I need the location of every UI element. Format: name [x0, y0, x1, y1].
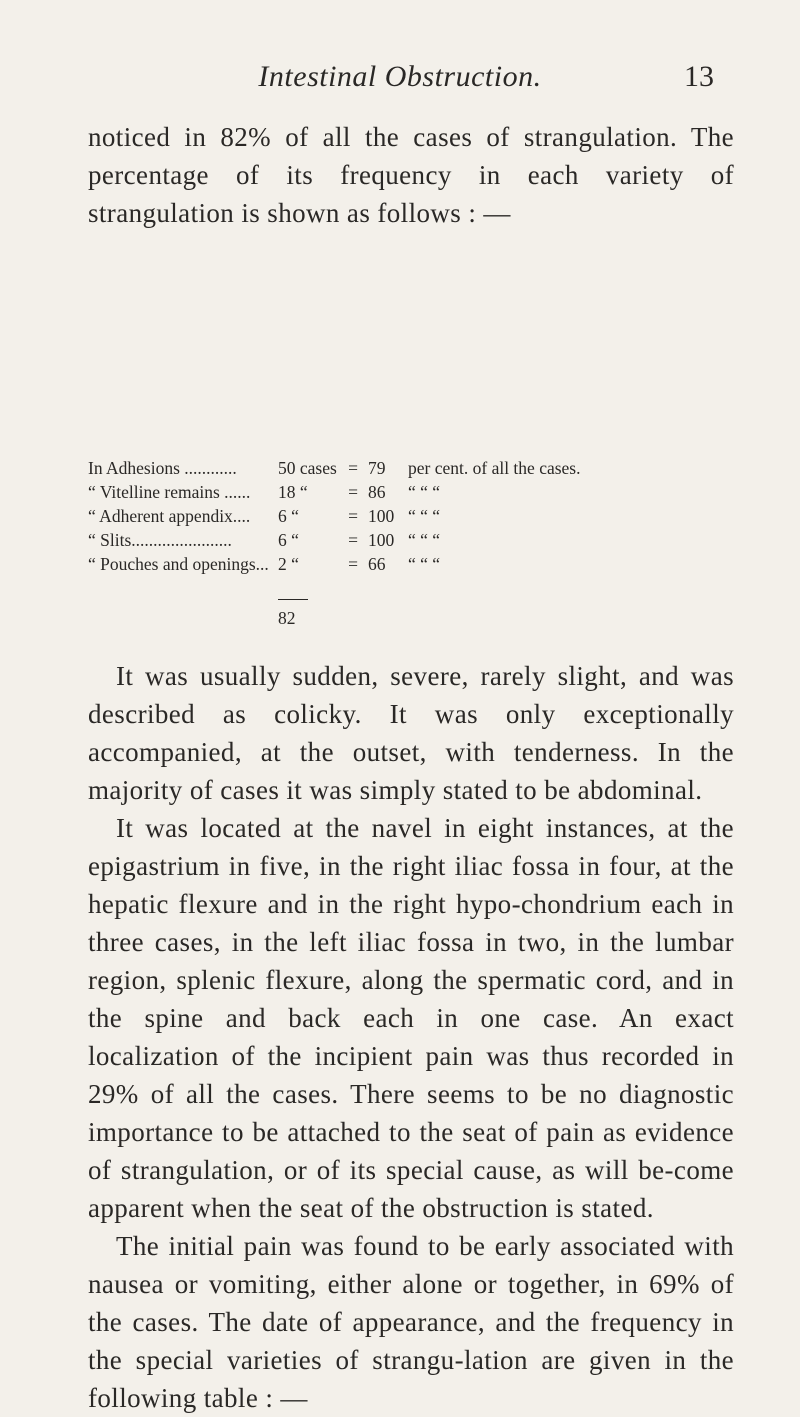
row-equals: = — [348, 482, 358, 502]
row-tail: “ “ “ — [408, 506, 441, 526]
row-percent: 100 — [368, 506, 395, 526]
intro-paragraph-block — [88, 118, 734, 232]
total-rule — [278, 599, 308, 600]
paragraph-pain-location: It was located at the navel in eight instances, at the epigastrium in five, in the right iliac fossa in four, at the hepatic flexure and in the right hypo-chondrium each in three cases, in the left iliac fossa in two, in the lumbar region, splenic flexure, along the spermatic cord, and in the spine and back each in one case. An exact localization of the incipient pain was thus recorded in 29% of all the cases. There seems to be no diagnostic importance to be attached to the seat of pain as evidence of strangulation, or of its special cause, as will be-come apparent when the seat of the obstruction is stated. — [88, 813, 734, 1223]
row-percent: 86 — [368, 482, 386, 502]
row-cases: 50 cases — [278, 458, 337, 478]
table-row — [88, 456, 748, 480]
table-total-row — [88, 576, 748, 630]
paragraph-pain-character: It was usually sudden, severe, rarely slight, and was described as colicky. It was only exceptionally accompanied, at the outset, with tenderness. In the majority of cases it was simply stated to be abdominal. — [88, 661, 734, 805]
table-row — [88, 528, 748, 552]
table-row — [88, 504, 748, 528]
intro-paragraph: noticed in 82% of all the cases of strangulation. The percentage of its frequency in each variety of strangulation is shown as follows : — — [88, 122, 734, 228]
row-tail: “ “ “ — [408, 482, 441, 502]
row-label: “ Pouches and openings... — [88, 554, 269, 574]
row-tail: “ “ “ — [408, 554, 441, 574]
row-label: In Adhesions ............ — [88, 458, 237, 478]
row-equals: = — [348, 458, 358, 478]
running-title: Intestinal Obstruction. — [258, 60, 542, 93]
row-tail: per cent. of all the cases. — [408, 458, 581, 478]
row-cases: 2 “ — [278, 554, 299, 574]
row-label: “ Vitelline remains ...... — [88, 482, 251, 502]
table-total — [278, 576, 338, 630]
row-cases: 6 “ — [278, 530, 299, 550]
row-equals: = — [348, 506, 358, 526]
table-row — [88, 480, 748, 504]
row-tail: “ “ “ — [408, 530, 441, 550]
row-label: “ Slits....................... — [88, 530, 232, 550]
row-equals: = — [348, 554, 358, 574]
total-spacer — [88, 576, 278, 630]
body-paragraphs — [88, 657, 734, 1417]
row-percent: 66 — [368, 554, 386, 574]
table-row — [88, 552, 748, 576]
strangulation-frequency-table — [88, 456, 748, 630]
row-equals: = — [348, 530, 358, 550]
row-percent: 79 — [368, 458, 386, 478]
total-value: 82 — [278, 608, 296, 628]
page-header — [0, 60, 800, 100]
row-percent: 100 — [368, 530, 395, 550]
row-label: “ Adherent appendix.... — [88, 506, 251, 526]
page-number: 13 — [684, 60, 714, 93]
row-cases: 6 “ — [278, 506, 299, 526]
paragraph-nausea: The initial pain was found to be early associated with nausea or vomiting, either alone or together, in 69% of the cases. The date of appearance, and the frequency in the special varieties of strangu-lation are given in the following table : — — [88, 1231, 734, 1413]
row-cases: 18 “ — [278, 482, 308, 502]
